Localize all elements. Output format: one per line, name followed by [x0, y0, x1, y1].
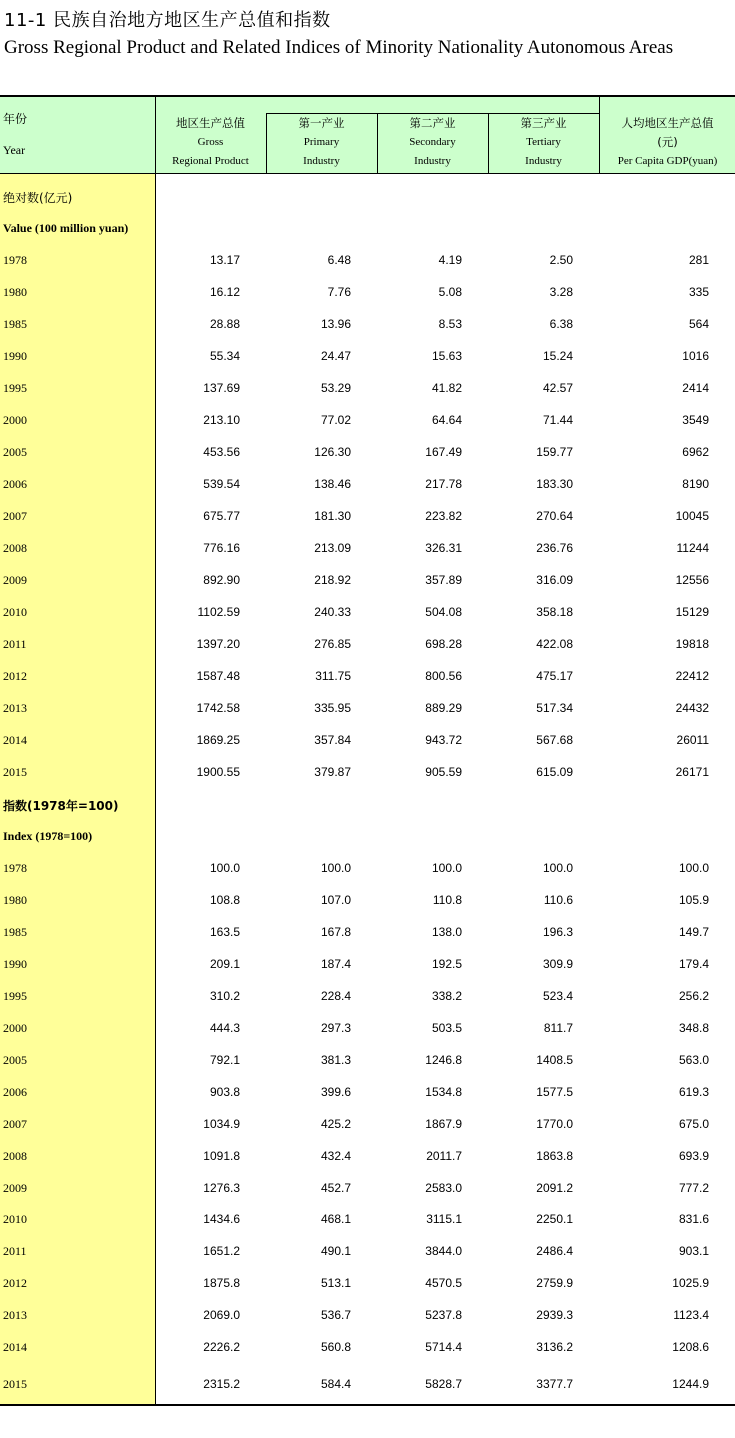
table-row [0, 1331, 735, 1363]
value-cell: 777.2 [678, 1180, 709, 1195]
year-cell: 2013 [3, 1308, 27, 1323]
value-cell: 1244.9 [672, 1377, 709, 1392]
value-cell: 800.56 [425, 669, 462, 683]
table-title-en: Gross Regional Product and Related Indices of Minority Nationality Autonomous Areas [4, 37, 674, 58]
table-row [0, 1235, 735, 1267]
value-cell: 357.84 [314, 733, 351, 747]
year-cell: 1978 [3, 253, 27, 267]
year-cell: 2009 [3, 573, 27, 587]
year-cell: 2015 [3, 765, 27, 779]
year-cell: 2007 [3, 509, 27, 523]
value-cell: 4570.5 [425, 1276, 462, 1291]
value-cell: 179.4 [678, 956, 709, 971]
value-cell: 776.16 [203, 541, 240, 555]
table-row [0, 1172, 735, 1204]
value-cell: 1246.8 [425, 1052, 462, 1067]
value-cell: 1770.0 [536, 1116, 573, 1131]
year-cell: 1990 [3, 956, 27, 971]
header-secondary-en1: Secondary [409, 136, 456, 148]
value-cell: 26011 [676, 733, 709, 747]
value-cell: 1123.4 [673, 1308, 709, 1323]
header-grp-en2: Regional Product [172, 155, 249, 167]
table-row [0, 1076, 735, 1108]
value-cell: 2250.1 [536, 1212, 573, 1227]
table-row [0, 1012, 735, 1044]
value-cell: 1025.9 [672, 1276, 709, 1291]
value-cell: 517.34 [536, 701, 573, 715]
value-cell: 425.2 [320, 1116, 351, 1131]
value-cell: 903.1 [678, 1244, 709, 1259]
value-cell: 504.08 [425, 605, 462, 619]
year-cell: 2014 [3, 733, 27, 747]
table-row [0, 404, 735, 436]
value-cell: 16.12 [209, 285, 240, 299]
section-value-label-en: Value (100 million yuan) [3, 221, 129, 235]
value-cell: 209.1 [209, 956, 240, 971]
value-cell: 3.28 [549, 285, 573, 299]
value-cell: 513.1 [320, 1276, 351, 1291]
value-cell: 6.38 [549, 317, 573, 331]
value-cell: 379.87 [314, 765, 351, 779]
header-percapita-cn: 人均地区生产总值 [621, 116, 714, 130]
table-row [0, 1368, 735, 1400]
year-cell: 1980 [3, 285, 27, 299]
year-cell: 2008 [3, 541, 27, 555]
value-cell: 100.0 [209, 861, 240, 875]
value-cell: 13.17 [209, 253, 240, 267]
value-cell: 12556 [675, 573, 709, 587]
table-row [0, 724, 735, 756]
value-cell: 6962 [682, 445, 709, 459]
value-cell: 2069.0 [203, 1308, 240, 1323]
value-cell: 2939.3 [536, 1308, 573, 1323]
value-cell: 28.88 [209, 317, 240, 331]
table-title-cn: 11-1 民族自治地方地区生产总值和指数 [4, 10, 331, 31]
section-index-label-en: Index (1978=100) [3, 829, 93, 843]
value-cell: 503.5 [431, 1020, 462, 1035]
value-cell: 905.59 [425, 765, 462, 779]
value-cell: 1863.8 [536, 1148, 573, 1163]
year-cell: 2005 [3, 1052, 27, 1067]
value-cell: 1016 [682, 349, 709, 363]
value-cell: 181.30 [314, 509, 351, 523]
value-cell: 4.19 [438, 253, 462, 267]
table-row [0, 948, 735, 980]
value-cell: 167.8 [320, 924, 351, 939]
table-row [0, 692, 735, 724]
value-cell: 381.3 [320, 1052, 351, 1067]
value-cell: 432.4 [320, 1148, 351, 1163]
value-cell: 831.6 [678, 1212, 709, 1227]
header-grp [155, 114, 266, 171]
value-cell: 187.4 [320, 956, 351, 971]
year-cell: 2006 [3, 1084, 27, 1099]
value-cell: 2226.2 [203, 1340, 240, 1355]
value-cell: 11244 [676, 541, 709, 555]
header-percapita-en: Per Capita GDP(yuan) [617, 155, 718, 167]
section-index-label-cn: 指数(1978年=100) [3, 799, 119, 813]
header-secondary-cn: 第二产业 [409, 116, 456, 130]
value-cell: 563.0 [678, 1052, 709, 1067]
value-cell: 1276.3 [203, 1180, 240, 1195]
table-row [0, 564, 735, 596]
value-cell: 13.96 [320, 317, 351, 331]
value-cell: 110.8 [432, 892, 462, 907]
value-cell: 228.4 [320, 988, 351, 1003]
value-cell: 3115.1 [426, 1212, 462, 1227]
table-row [0, 532, 735, 564]
value-cell: 3549 [682, 413, 709, 427]
value-cell: 2414 [682, 381, 709, 395]
year-cell: 2010 [3, 605, 27, 619]
year-cell: 1985 [3, 317, 27, 331]
value-cell: 1742.58 [196, 701, 240, 715]
value-cell: 15129 [675, 605, 709, 619]
value-cell: 24432 [675, 701, 709, 715]
value-cell: 3136.2 [536, 1340, 573, 1355]
header-percapita [600, 114, 735, 171]
value-cell: 309.9 [542, 956, 573, 971]
table-row [0, 852, 735, 884]
value-cell: 3844.0 [425, 1244, 462, 1259]
value-cell: 196.3 [542, 924, 573, 939]
value-cell: 192.5 [431, 956, 462, 971]
table-row [0, 628, 735, 660]
value-cell: 236.76 [536, 541, 573, 555]
value-cell: 1587.48 [196, 669, 240, 683]
header-tertiary-en2: Industry [525, 155, 562, 167]
value-cell: 357.89 [425, 573, 462, 587]
value-cell: 281 [688, 253, 709, 267]
value-cell: 1091.8 [203, 1148, 240, 1163]
year-cell: 1995 [3, 988, 27, 1003]
table-row [0, 916, 735, 948]
table-row [0, 1140, 735, 1172]
value-cell: 1408.5 [536, 1052, 573, 1067]
value-cell: 7.76 [327, 285, 351, 299]
value-cell: 698.28 [425, 637, 462, 651]
value-cell: 1434.6 [203, 1212, 240, 1227]
value-cell: 892.90 [203, 573, 240, 587]
value-cell: 2091.2 [536, 1180, 573, 1195]
value-cell: 889.29 [425, 701, 462, 715]
value-cell: 100.0 [320, 861, 351, 875]
value-cell: 55.34 [209, 349, 240, 363]
year-cell: 2000 [3, 413, 27, 427]
value-cell: 310.2 [209, 988, 240, 1003]
value-cell: 2.50 [549, 253, 573, 267]
value-cell: 42.57 [542, 381, 573, 395]
table-row [0, 1267, 735, 1299]
value-cell: 567.68 [536, 733, 573, 747]
header-primary-en2: Industry [303, 155, 340, 167]
value-cell: 619.3 [678, 1084, 709, 1099]
value-cell: 564 [688, 317, 709, 331]
year-cell: 2012 [3, 1276, 27, 1291]
year-cell: 1995 [3, 381, 27, 395]
value-cell: 3377.7 [536, 1377, 573, 1392]
value-cell: 159.77 [536, 445, 573, 459]
table-row [0, 436, 735, 468]
value-cell: 53.29 [320, 381, 351, 395]
value-cell: 2583.0 [425, 1180, 462, 1195]
header-year-cn: 年份 [3, 112, 28, 126]
value-cell: 2011.7 [426, 1148, 462, 1163]
value-cell: 2486.4 [536, 1244, 573, 1259]
value-cell: 15.24 [542, 349, 573, 363]
header-secondary-en2: Industry [414, 155, 451, 167]
value-cell: 943.72 [425, 733, 462, 747]
value-cell: 105.9 [678, 892, 709, 907]
value-cell: 422.08 [536, 637, 573, 651]
year-cell: 1980 [3, 892, 27, 907]
value-cell: 149.7 [678, 924, 709, 939]
value-cell: 444.3 [209, 1020, 240, 1035]
value-cell: 100.0 [542, 861, 573, 875]
value-cell: 1034.9 [203, 1116, 240, 1131]
value-cell: 335 [688, 285, 709, 299]
value-cell: 276.85 [314, 637, 351, 651]
header-primary-en1: Primary [303, 136, 340, 148]
header-primary-cn: 第一产业 [298, 116, 345, 130]
value-cell: 675.77 [203, 509, 240, 523]
year-cell: 2011 [3, 637, 27, 651]
value-cell: 167.49 [425, 445, 462, 459]
table-row [0, 1044, 735, 1076]
value-cell: 675.0 [678, 1116, 709, 1131]
header-year-bg [0, 97, 155, 173]
year-cell: 2014 [3, 1340, 27, 1355]
value-cell: 338.2 [431, 988, 462, 1003]
value-cell: 108.8 [209, 892, 240, 907]
value-cell: 358.18 [536, 605, 573, 619]
value-cell: 316.09 [536, 573, 573, 587]
value-cell: 453.56 [203, 445, 240, 459]
value-cell: 5.08 [438, 285, 462, 299]
value-cell: 348.8 [678, 1020, 709, 1035]
value-cell: 100.0 [678, 861, 709, 875]
year-cell: 1978 [3, 861, 27, 875]
value-cell: 240.33 [314, 605, 351, 619]
top-rule [0, 95, 735, 97]
value-cell: 2315.2 [203, 1377, 240, 1392]
year-cell: 2005 [3, 445, 27, 459]
value-cell: 297.3 [320, 1020, 351, 1035]
value-cell: 1867.9 [425, 1116, 462, 1131]
value-cell: 1397.20 [196, 637, 240, 651]
value-cell: 1208.6 [672, 1340, 709, 1355]
value-cell: 223.82 [425, 509, 462, 523]
value-cell: 138.46 [314, 477, 351, 491]
value-cell: 5828.7 [425, 1377, 462, 1392]
header-grp-cn: 地区生产总值 [176, 116, 245, 130]
table-row [0, 468, 735, 500]
value-cell: 213.09 [314, 541, 351, 555]
value-cell: 213.10 [203, 413, 240, 427]
header-year-en: Year [3, 143, 26, 157]
value-cell: 792.1 [209, 1052, 240, 1067]
year-cell: 2009 [3, 1180, 27, 1195]
header-tertiary [488, 114, 599, 171]
value-cell: 183.30 [536, 477, 573, 491]
table-row [0, 980, 735, 1012]
year-cell: 2010 [3, 1212, 27, 1227]
value-cell: 15.63 [431, 349, 462, 363]
value-cell: 615.09 [536, 765, 573, 779]
value-cell: 584.4 [320, 1377, 351, 1392]
year-cell: 2000 [3, 1020, 27, 1035]
header-secondary [377, 114, 488, 171]
value-cell: 24.47 [320, 349, 351, 363]
table-row [0, 372, 735, 404]
value-cell: 217.78 [425, 477, 462, 491]
table-row [0, 244, 735, 276]
value-cell: 335.95 [314, 701, 351, 715]
value-cell: 693.9 [678, 1148, 709, 1163]
value-cell: 536.7 [320, 1308, 351, 1323]
value-cell: 19818 [675, 637, 709, 651]
year-cell: 2008 [3, 1148, 27, 1163]
table-row [0, 596, 735, 628]
value-cell: 270.64 [536, 509, 573, 523]
value-cell: 8190 [682, 477, 709, 491]
value-cell: 1869.25 [196, 733, 240, 747]
value-cell: 1900.55 [196, 765, 240, 779]
value-cell: 523.4 [542, 988, 573, 1003]
table-row [0, 660, 735, 692]
value-cell: 10045 [675, 509, 709, 523]
value-cell: 218.92 [314, 573, 351, 587]
year-cell: 2015 [3, 1377, 27, 1392]
year-cell: 2012 [3, 669, 27, 683]
year-cell: 2007 [3, 1116, 27, 1131]
value-cell: 490.1 [320, 1244, 351, 1259]
header-bottom-rule [0, 173, 735, 174]
value-cell: 560.8 [320, 1340, 351, 1355]
value-cell: 77.02 [320, 413, 351, 427]
section-value-label-cn: 绝对数(亿元) [3, 191, 73, 205]
table-row [0, 1108, 735, 1140]
value-cell: 452.7 [320, 1180, 351, 1195]
header-grp-en1: Gross [197, 136, 224, 148]
value-cell: 1102.59 [197, 605, 240, 619]
year-cell: 2013 [3, 701, 27, 715]
table-row [0, 500, 735, 532]
value-cell: 26171 [675, 765, 709, 779]
value-cell: 399.6 [320, 1084, 351, 1099]
value-cell: 2759.9 [536, 1276, 573, 1291]
value-cell: 468.1 [320, 1212, 351, 1227]
value-cell: 1875.8 [203, 1276, 240, 1291]
table-row [0, 756, 735, 788]
value-cell: 137.69 [203, 381, 240, 395]
value-cell: 811.7 [543, 1020, 573, 1035]
header-primary [266, 114, 377, 171]
year-cell: 1990 [3, 349, 27, 363]
value-cell: 256.2 [678, 988, 709, 1003]
year-cell: 2006 [3, 477, 27, 491]
value-cell: 326.31 [425, 541, 462, 555]
table-row [0, 340, 735, 372]
value-cell: 126.30 [314, 445, 351, 459]
value-cell: 475.17 [536, 669, 573, 683]
value-cell: 107.0 [320, 892, 351, 907]
value-cell: 71.44 [542, 413, 573, 427]
table-row [0, 276, 735, 308]
value-cell: 110.6 [543, 892, 573, 907]
value-cell: 138.0 [431, 924, 462, 939]
value-cell: 1651.2 [203, 1244, 240, 1259]
bottom-rule [0, 1404, 735, 1406]
value-cell: 100.0 [431, 861, 462, 875]
value-cell: 22412 [675, 669, 709, 683]
year-cell: 2011 [3, 1244, 27, 1259]
value-cell: 8.53 [438, 317, 462, 331]
value-cell: 163.5 [209, 924, 240, 939]
header-tertiary-cn: 第三产业 [520, 116, 567, 130]
value-cell: 1577.5 [536, 1084, 573, 1099]
table-row [0, 1299, 735, 1331]
value-cell: 64.64 [431, 413, 462, 427]
table-row [0, 308, 735, 340]
header-tertiary-en1: Tertiary [526, 136, 561, 148]
value-cell: 41.82 [431, 381, 462, 395]
table-row [0, 1203, 735, 1235]
value-cell: 5237.8 [425, 1308, 462, 1323]
value-cell: 311.75 [315, 669, 351, 683]
table-row [0, 884, 735, 916]
value-cell: 5714.4 [425, 1340, 462, 1355]
value-cell: 539.54 [203, 477, 240, 491]
value-cell: 6.48 [327, 253, 351, 267]
value-cell: 903.8 [209, 1084, 240, 1099]
year-cell: 1985 [3, 924, 27, 939]
header-percapita-unit: (元) [657, 135, 678, 149]
value-cell: 1534.8 [425, 1084, 462, 1099]
